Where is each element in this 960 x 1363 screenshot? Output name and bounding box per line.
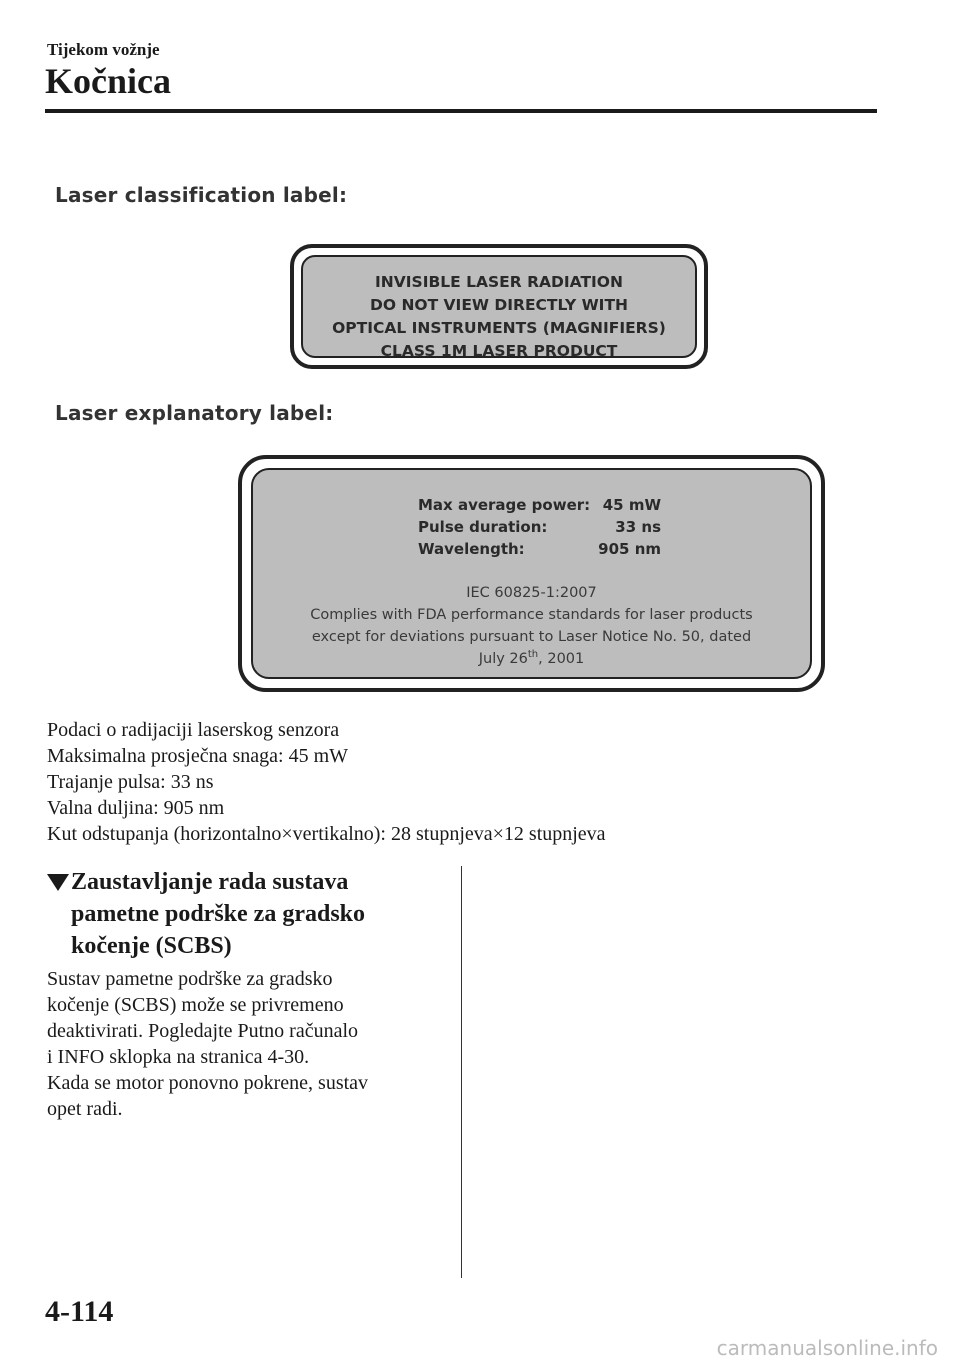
spec-row — [418, 538, 661, 560]
spec-key: Wavelength: — [418, 540, 525, 558]
compliance-standard: IEC 60825-1:2007 — [466, 585, 597, 601]
classification-line: DO NOT VIEW DIRECTLY WITH — [370, 296, 628, 314]
classification-text — [303, 271, 695, 363]
section-heading-text — [71, 866, 447, 962]
page-title: Kočnica — [45, 61, 171, 101]
compliance-date-sup: th — [527, 649, 539, 661]
classification-line: CLASS 1M LASER PRODUCT — [380, 342, 618, 360]
compliance-date — [253, 648, 810, 670]
body-line: Kada se motor ponovno pokrene, sustav — [47, 1072, 369, 1094]
spec-value: 905 nm — [598, 540, 661, 558]
body-line: i INFO sklopka na stranica 4-30. — [47, 1046, 310, 1068]
spec-key: Pulse duration: — [418, 518, 548, 536]
body-line: deaktivirati. Pogledajte Putno računalo — [47, 1020, 359, 1042]
heading-line: Zaustavljanje rada sustava — [71, 869, 349, 895]
compliance-date-suffix: , 2001 — [538, 651, 585, 667]
info-line: Podaci o radijaciji laserskog senzora — [47, 719, 340, 741]
body-line: opet radi. — [47, 1098, 123, 1120]
info-line: Kut odstupanja (horizontalno×vertikalno): 28 stupnjeva×12 stupnjeva — [47, 823, 606, 845]
spec-value: 45 mW — [602, 496, 661, 514]
explanatory-label-inner — [251, 468, 812, 679]
spec-table — [418, 494, 661, 560]
watermark: carmanualsonline.info — [716, 1336, 938, 1360]
heading-line: pametne podrške za gradsko — [71, 901, 366, 927]
spec-key: Max average power: — [418, 496, 591, 514]
info-line: Valna duljina: 905 nm — [47, 797, 225, 819]
body-line: kočenje (SCBS) može se privremeno — [47, 994, 344, 1016]
body-line: Sustav pametne podrške za gradsko — [47, 968, 333, 990]
classification-label-inner — [301, 255, 697, 358]
explanatory-label — [238, 455, 825, 692]
triangle-down-icon — [47, 874, 69, 891]
spec-row — [418, 494, 661, 516]
info-line: Maksimalna prosječna snaga: 45 mW — [47, 745, 349, 767]
compliance-text — [253, 582, 810, 670]
heading-line: kočenje (SCBS) — [71, 933, 232, 959]
section-label: Tijekom vožnje — [47, 40, 160, 59]
explanatory-caption: Laser explanatory label: — [55, 401, 334, 425]
info-line: Trajanje pulsa: 33 ns — [47, 771, 214, 793]
spec-value: 33 ns — [615, 518, 661, 536]
section-heading — [47, 866, 447, 962]
section-body — [47, 966, 447, 1122]
classification-line: OPTICAL INSTRUMENTS (MAGNIFIERS) — [332, 319, 666, 337]
spec-row — [418, 516, 661, 538]
classification-line: INVISIBLE LASER RADIATION — [375, 273, 623, 291]
compliance-date-prefix: July 26 — [478, 651, 528, 667]
compliance-line: Complies with FDA performance standards for laser products — [310, 607, 753, 623]
column-divider — [461, 866, 462, 1278]
radiation-info — [47, 717, 606, 847]
page-number: 4-114 — [45, 1295, 114, 1328]
classification-caption: Laser classification label: — [55, 183, 348, 207]
classification-label — [290, 244, 708, 369]
title-rule — [45, 109, 877, 113]
compliance-line: except for deviations pursuant to Laser Notice No. 50, dated — [311, 629, 752, 645]
